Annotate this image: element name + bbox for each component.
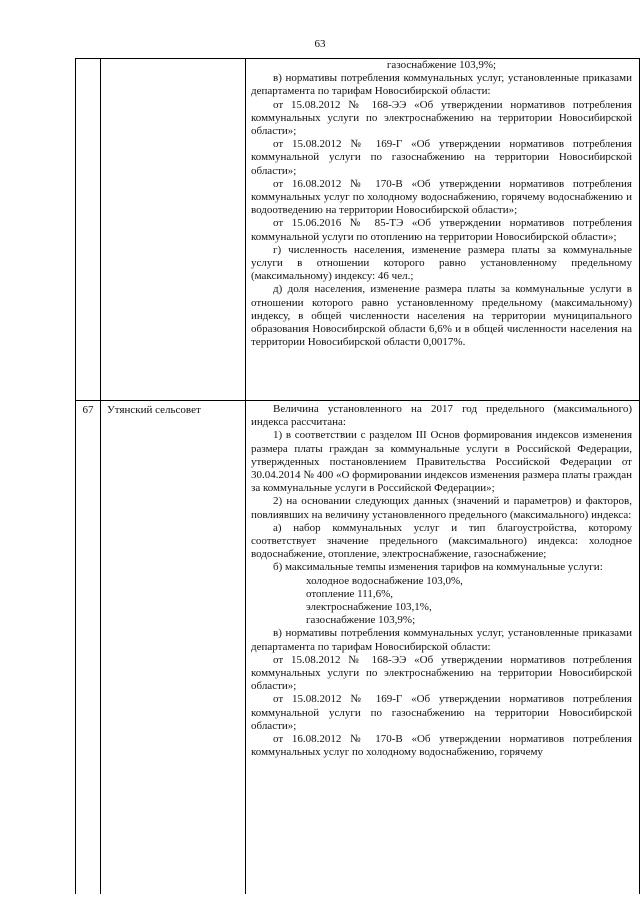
paragraph: от 16.08.2012 № 170-В «Об утверждении нормативов потребления коммунальных услуг по холодному водоснабжению, горячему bbox=[251, 733, 632, 759]
description-cell bbox=[246, 401, 640, 895]
row-number-cell: 67 bbox=[76, 401, 101, 895]
table-row bbox=[76, 59, 640, 401]
paragraph: д) доля населения, изменение размера платы за коммунальные услуги в отношении которого равно установленному предельному (максимальному) индексу, в общей численности населения на территории муниципального образования Новосибирской области 6,6% и в общей численности населения на территории Новосибирской области 0,0017%. bbox=[251, 283, 632, 349]
paragraph: газоснабжение 103,9%; bbox=[306, 614, 416, 627]
page-number: 63 bbox=[314, 38, 326, 50]
paragraph: газоснабжение 103,9%; bbox=[386, 59, 497, 71]
municipality-name-cell bbox=[101, 59, 246, 401]
paragraph: а) набор коммунальных услуг и тип благоустройства, которому соответствует значение предельного (максимального) индекса: холодное водоснабжение, отопление, электроснабжение, газоснабжение; bbox=[251, 521, 632, 561]
paragraph: б) максимальные темпы изменения тарифов на коммунальные услуги: bbox=[273, 561, 603, 574]
description-cell bbox=[246, 59, 640, 401]
paragraph: электроснабжение 103,1%, bbox=[306, 601, 432, 614]
paragraph: 1) в соответствии с разделом III Основ формирования индексов изменения размера платы граждан за коммунальные услуги в Российской Федерации, утвержденных постановлением Правительства Российской Федерации от 30.04.2014 № 400 «О формировании индексов изменения размера платы граждан за коммунальные услуги в Российской Федерации»; bbox=[251, 429, 632, 495]
paragraph: от 15.08.2012 № 169-Г «Об утверждении нормативов потребления коммунальной услуги по газоснабжению на территории Новосибирской области»; bbox=[251, 138, 632, 177]
municipality-name-cell: Утянский сельсовет bbox=[101, 401, 246, 895]
table-row bbox=[76, 401, 640, 895]
document-table bbox=[75, 58, 640, 894]
paragraph: г) численность населения, изменение размера платы за коммунальные услуги в отношении которого равно установленному предельному (максимальному) индексу: 46 чел.; bbox=[251, 243, 632, 283]
row-number-cell bbox=[76, 59, 101, 401]
description-content bbox=[251, 59, 632, 349]
paragraph: от 15.08.2012 № 168-ЭЭ «Об утверждении нормативов потребления коммунальных услуги по электроснабжению на территории Новосибирской области»; bbox=[251, 653, 632, 693]
paragraph: от 16.08.2012 № 170-В «Об утверждении нормативов потребления коммунальных услуг по холодному водоснабжению, горячему водоснабжению и водоотведению на территории Новосибирской области»; bbox=[251, 177, 632, 217]
paragraph: отопление 111,6%, bbox=[306, 587, 394, 600]
paragraph: 2) на основании следующих данных (значений и параметров) и факторов, повлиявших на величину установленного предельного (максимального) индекса: bbox=[251, 495, 632, 521]
paragraph: холодное водоснабжение 103,0%, bbox=[306, 574, 463, 587]
paragraph: от 15.08.2012 № 169-Г «Об утверждении нормативов потребления коммунальной услуги по газоснабжению на территории Новосибирской области»; bbox=[251, 693, 632, 732]
paragraph: в) нормативы потребления коммунальных услуг, установленные приказами департамента по тарифам Новосибирской области: bbox=[251, 72, 632, 98]
description-content bbox=[251, 401, 632, 759]
paragraph: от 15.08.2012 № 168-ЭЭ «Об утверждении нормативов потребления коммунальных услуги по электроснабжению на территории Новосибирской области»; bbox=[251, 98, 632, 138]
paragraph: Величина установленного на 2017 год предельного (максимального) индекса рассчитана: bbox=[251, 403, 632, 429]
paragraph: от 15.06.2016 № 85-ТЭ «Об утверждении нормативов потребления коммунальной услуги по отоплению на территории Новосибирской области»; bbox=[251, 217, 632, 243]
paragraph: в) нормативы потребления коммунальных услуг, установленные приказами департамента по тарифам Новосибирской области: bbox=[251, 627, 632, 653]
